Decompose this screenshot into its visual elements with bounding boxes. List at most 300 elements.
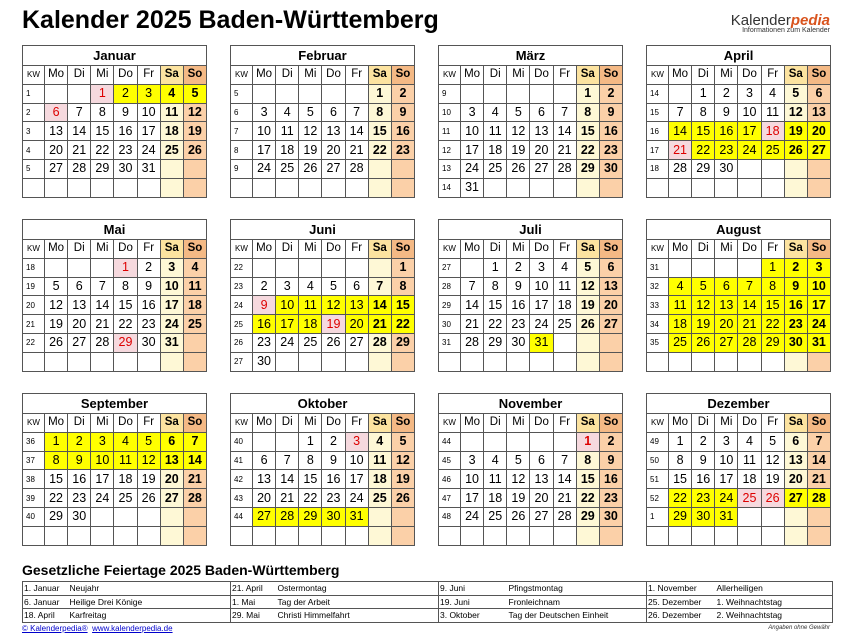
day-cell: 2 bbox=[322, 432, 345, 451]
week-row bbox=[231, 451, 415, 470]
day-cell: 1 bbox=[484, 258, 507, 277]
day-cell: 6 bbox=[715, 277, 738, 296]
day-cell bbox=[807, 526, 830, 545]
week-row bbox=[439, 296, 623, 315]
week-row bbox=[231, 277, 415, 296]
week-number: 44 bbox=[439, 432, 461, 451]
day-cell: 12 bbox=[299, 122, 322, 141]
day-cell bbox=[784, 159, 807, 178]
week-number: 26 bbox=[231, 333, 253, 352]
day-cell bbox=[299, 84, 322, 103]
week-number: 17 bbox=[647, 141, 669, 160]
weekday-header: Mo bbox=[253, 66, 276, 85]
day-cell: 7 bbox=[807, 432, 830, 451]
day-cell: 28 bbox=[553, 507, 576, 526]
day-cell: 28 bbox=[669, 159, 692, 178]
day-cell bbox=[322, 258, 345, 277]
week-number: 50 bbox=[647, 451, 669, 470]
day-cell: 3 bbox=[461, 451, 484, 470]
day-cell bbox=[669, 84, 692, 103]
day-cell bbox=[114, 178, 137, 197]
day-cell: 18 bbox=[484, 141, 507, 160]
day-cell: 3 bbox=[345, 432, 368, 451]
week-number: 1 bbox=[23, 84, 45, 103]
holiday-name: Tag der Arbeit bbox=[277, 595, 439, 609]
day-cell bbox=[183, 352, 206, 371]
weekday-header: KW bbox=[439, 66, 461, 85]
day-cell: 12 bbox=[45, 296, 68, 315]
day-cell: 19 bbox=[183, 122, 206, 141]
holiday-date: 21. April bbox=[231, 582, 277, 596]
day-cell: 27 bbox=[253, 507, 276, 526]
day-cell: 31 bbox=[160, 333, 183, 352]
day-cell: 24 bbox=[715, 489, 738, 508]
weekday-header: Do bbox=[530, 414, 553, 433]
weekday-header: Di bbox=[692, 240, 715, 259]
weekday-header: Do bbox=[114, 414, 137, 433]
day-cell: 4 bbox=[553, 258, 576, 277]
week-number: 52 bbox=[647, 489, 669, 508]
week-row bbox=[647, 178, 831, 197]
week-number: 22 bbox=[23, 333, 45, 352]
day-cell: 11 bbox=[553, 277, 576, 296]
day-cell bbox=[137, 507, 160, 526]
day-cell: 8 bbox=[45, 451, 68, 470]
day-cell bbox=[91, 352, 114, 371]
day-cell: 2 bbox=[715, 84, 738, 103]
day-cell: 1 bbox=[91, 84, 114, 103]
month-7 bbox=[646, 219, 831, 372]
week-number: 27 bbox=[231, 352, 253, 371]
day-cell bbox=[322, 178, 345, 197]
day-cell: 31 bbox=[461, 178, 484, 197]
week-number: 14 bbox=[647, 84, 669, 103]
week-number: 27 bbox=[439, 258, 461, 277]
day-cell: 27 bbox=[807, 141, 830, 160]
weekday-header: Do bbox=[530, 240, 553, 259]
week-number: 40 bbox=[23, 507, 45, 526]
day-cell: 16 bbox=[114, 122, 137, 141]
day-cell: 30 bbox=[114, 159, 137, 178]
day-cell: 13 bbox=[45, 122, 68, 141]
day-cell: 22 bbox=[368, 141, 391, 160]
week-number: 21 bbox=[23, 315, 45, 334]
day-cell: 18 bbox=[183, 296, 206, 315]
day-cell: 4 bbox=[738, 432, 761, 451]
day-cell: 15 bbox=[576, 470, 599, 489]
day-cell bbox=[68, 178, 91, 197]
day-cell: 26 bbox=[692, 333, 715, 352]
day-cell bbox=[253, 526, 276, 545]
week-row bbox=[23, 296, 207, 315]
week-row bbox=[439, 352, 623, 371]
day-cell: 27 bbox=[45, 159, 68, 178]
day-cell: 5 bbox=[391, 432, 414, 451]
week-row bbox=[647, 451, 831, 470]
day-cell bbox=[553, 432, 576, 451]
weekday-header: Di bbox=[484, 66, 507, 85]
day-cell: 27 bbox=[530, 507, 553, 526]
week-number: 12 bbox=[439, 141, 461, 160]
day-cell: 26 bbox=[391, 489, 414, 508]
week-row bbox=[647, 141, 831, 160]
day-cell: 20 bbox=[253, 489, 276, 508]
day-cell: 15 bbox=[391, 296, 414, 315]
month-name: Mai bbox=[23, 220, 207, 240]
day-cell: 27 bbox=[160, 489, 183, 508]
day-cell: 4 bbox=[761, 84, 784, 103]
day-cell bbox=[576, 352, 599, 371]
day-cell: 18 bbox=[299, 315, 322, 334]
month-5 bbox=[230, 219, 415, 372]
day-cell: 1 bbox=[576, 432, 599, 451]
day-cell: 6 bbox=[160, 432, 183, 451]
holiday-name: Ostermontag bbox=[277, 582, 439, 596]
day-cell: 1 bbox=[45, 432, 68, 451]
day-cell: 12 bbox=[322, 296, 345, 315]
weekday-header: Mo bbox=[461, 240, 484, 259]
day-cell: 7 bbox=[345, 103, 368, 122]
day-cell: 20 bbox=[530, 141, 553, 160]
day-cell: 11 bbox=[368, 451, 391, 470]
week-number: 14 bbox=[439, 178, 461, 197]
day-cell bbox=[45, 258, 68, 277]
day-cell: 26 bbox=[183, 141, 206, 160]
day-cell: 27 bbox=[599, 315, 622, 334]
day-cell: 22 bbox=[692, 141, 715, 160]
day-cell bbox=[599, 526, 622, 545]
weekday-header: Fr bbox=[761, 414, 784, 433]
footer-links[interactable] bbox=[22, 624, 173, 633]
day-cell: 29 bbox=[391, 333, 414, 352]
month-name: Juni bbox=[231, 220, 415, 240]
month-name: April bbox=[647, 46, 831, 66]
day-cell: 28 bbox=[276, 507, 299, 526]
month-4 bbox=[22, 219, 207, 372]
month-name: Juli bbox=[439, 220, 623, 240]
day-cell bbox=[715, 178, 738, 197]
website-link[interactable]: www.kalenderpedia.de bbox=[92, 624, 173, 633]
day-cell: 13 bbox=[530, 122, 553, 141]
week-row bbox=[647, 296, 831, 315]
day-cell bbox=[299, 526, 322, 545]
day-cell bbox=[784, 507, 807, 526]
week-number: 44 bbox=[231, 507, 253, 526]
day-cell bbox=[669, 258, 692, 277]
week-row bbox=[647, 122, 831, 141]
day-cell: 13 bbox=[345, 296, 368, 315]
day-cell: 1 bbox=[576, 84, 599, 103]
day-cell: 26 bbox=[507, 159, 530, 178]
day-cell bbox=[183, 333, 206, 352]
day-cell: 23 bbox=[391, 141, 414, 160]
month-11 bbox=[646, 393, 831, 546]
day-cell bbox=[391, 526, 414, 545]
day-cell: 4 bbox=[183, 258, 206, 277]
day-cell: 10 bbox=[807, 277, 830, 296]
day-cell bbox=[276, 178, 299, 197]
weekday-header: So bbox=[183, 414, 206, 433]
week-row bbox=[439, 432, 623, 451]
day-cell: 6 bbox=[253, 451, 276, 470]
day-cell: 4 bbox=[114, 432, 137, 451]
week-row bbox=[439, 489, 623, 508]
day-cell bbox=[160, 507, 183, 526]
day-cell: 24 bbox=[160, 315, 183, 334]
day-cell bbox=[322, 526, 345, 545]
weekday-header: Di bbox=[484, 414, 507, 433]
day-cell: 7 bbox=[461, 277, 484, 296]
day-cell: 25 bbox=[669, 333, 692, 352]
week-row bbox=[23, 526, 207, 545]
day-cell: 3 bbox=[461, 103, 484, 122]
day-cell bbox=[692, 352, 715, 371]
day-cell bbox=[530, 526, 553, 545]
weekday-header: KW bbox=[647, 414, 669, 433]
week-row bbox=[23, 84, 207, 103]
day-cell: 31 bbox=[530, 333, 553, 352]
day-cell: 7 bbox=[68, 103, 91, 122]
day-cell bbox=[461, 84, 484, 103]
day-cell: 24 bbox=[530, 315, 553, 334]
day-cell bbox=[484, 526, 507, 545]
week-number: 25 bbox=[231, 315, 253, 334]
day-cell: 5 bbox=[507, 451, 530, 470]
holiday-date: 1. Mai bbox=[231, 595, 277, 609]
day-cell: 14 bbox=[738, 296, 761, 315]
week-row bbox=[23, 451, 207, 470]
weekday-header: Mi bbox=[507, 414, 530, 433]
day-cell bbox=[738, 178, 761, 197]
day-cell: 29 bbox=[761, 333, 784, 352]
day-cell: 19 bbox=[137, 470, 160, 489]
holidays-table bbox=[22, 581, 833, 623]
day-cell bbox=[183, 159, 206, 178]
holidays-title: Gesetzliche Feiertage 2025 Baden-Württemberg bbox=[22, 562, 340, 578]
logo-tagline: Informationen zum Kalender bbox=[742, 27, 830, 34]
holiday-name: 2. Weihnachtstag bbox=[716, 609, 833, 623]
day-cell: 10 bbox=[91, 451, 114, 470]
day-cell: 23 bbox=[322, 489, 345, 508]
day-cell: 26 bbox=[507, 507, 530, 526]
weekday-header: Mo bbox=[669, 414, 692, 433]
week-number: 7 bbox=[231, 122, 253, 141]
weekday-header: Di bbox=[276, 66, 299, 85]
day-cell: 13 bbox=[530, 470, 553, 489]
weekday-header: KW bbox=[647, 240, 669, 259]
day-cell: 21 bbox=[68, 141, 91, 160]
week-number: 22 bbox=[231, 258, 253, 277]
weekday-header: Mi bbox=[91, 414, 114, 433]
holiday-date: 29. Mai bbox=[231, 609, 277, 623]
day-cell bbox=[761, 352, 784, 371]
day-cell: 18 bbox=[761, 122, 784, 141]
weekday-header: KW bbox=[23, 66, 45, 85]
week-number: 20 bbox=[23, 296, 45, 315]
day-cell: 15 bbox=[692, 122, 715, 141]
week-row bbox=[439, 470, 623, 489]
weekday-header: Do bbox=[114, 240, 137, 259]
day-cell bbox=[391, 352, 414, 371]
day-cell: 13 bbox=[68, 296, 91, 315]
day-cell bbox=[91, 526, 114, 545]
weekday-header: Do bbox=[530, 66, 553, 85]
day-cell: 1 bbox=[114, 258, 137, 277]
weekday-header: Sa bbox=[784, 414, 807, 433]
day-cell: 11 bbox=[484, 470, 507, 489]
week-number: 48 bbox=[439, 507, 461, 526]
day-cell: 14 bbox=[368, 296, 391, 315]
day-cell: 11 bbox=[669, 296, 692, 315]
week-number: 5 bbox=[23, 159, 45, 178]
day-cell: 21 bbox=[738, 315, 761, 334]
weekday-header: Sa bbox=[576, 414, 599, 433]
week-row bbox=[647, 103, 831, 122]
day-cell bbox=[761, 178, 784, 197]
day-cell: 8 bbox=[484, 277, 507, 296]
week-row bbox=[439, 315, 623, 334]
weekday-header: Fr bbox=[137, 414, 160, 433]
day-cell: 7 bbox=[669, 103, 692, 122]
week-number: 33 bbox=[647, 296, 669, 315]
weekday-header: Sa bbox=[368, 66, 391, 85]
month-6 bbox=[438, 219, 623, 372]
week-row bbox=[23, 352, 207, 371]
holiday-date: 6. Januar bbox=[23, 595, 69, 609]
holiday-date: 25. Dezember bbox=[647, 595, 716, 609]
day-cell: 11 bbox=[761, 103, 784, 122]
day-cell: 14 bbox=[345, 122, 368, 141]
day-cell bbox=[345, 352, 368, 371]
day-cell: 9 bbox=[322, 451, 345, 470]
weekday-header: Mi bbox=[507, 240, 530, 259]
weekday-header: Di bbox=[692, 66, 715, 85]
weekday-header: Mo bbox=[45, 240, 68, 259]
day-cell: 8 bbox=[576, 451, 599, 470]
day-cell: 13 bbox=[253, 470, 276, 489]
copyright-link[interactable]: © Kalenderpedia® bbox=[22, 624, 88, 633]
day-cell: 21 bbox=[553, 489, 576, 508]
week-number: 24 bbox=[231, 296, 253, 315]
weekday-header: KW bbox=[231, 240, 253, 259]
weekday-header: Di bbox=[276, 240, 299, 259]
holiday-date: 3. Oktober bbox=[439, 609, 508, 623]
day-cell: 14 bbox=[276, 470, 299, 489]
day-cell: 28 bbox=[807, 489, 830, 508]
day-cell bbox=[114, 526, 137, 545]
day-cell: 30 bbox=[599, 159, 622, 178]
day-cell: 16 bbox=[784, 296, 807, 315]
week-number: 38 bbox=[23, 470, 45, 489]
day-cell: 17 bbox=[807, 296, 830, 315]
day-cell bbox=[68, 258, 91, 277]
day-cell: 26 bbox=[137, 489, 160, 508]
day-cell: 21 bbox=[461, 315, 484, 334]
day-cell bbox=[299, 258, 322, 277]
week-row bbox=[231, 352, 415, 371]
weekday-header: Di bbox=[68, 66, 91, 85]
day-cell: 4 bbox=[669, 277, 692, 296]
day-cell bbox=[507, 352, 530, 371]
day-cell: 13 bbox=[784, 451, 807, 470]
day-cell: 9 bbox=[137, 277, 160, 296]
day-cell: 23 bbox=[253, 333, 276, 352]
week-row bbox=[23, 489, 207, 508]
week-number: 18 bbox=[647, 159, 669, 178]
day-cell: 18 bbox=[368, 470, 391, 489]
week-row bbox=[231, 84, 415, 103]
day-cell bbox=[137, 178, 160, 197]
day-cell: 16 bbox=[68, 470, 91, 489]
day-cell: 15 bbox=[368, 122, 391, 141]
day-cell: 27 bbox=[784, 489, 807, 508]
day-cell bbox=[715, 352, 738, 371]
weekday-header: So bbox=[599, 414, 622, 433]
weekday-header: Di bbox=[484, 240, 507, 259]
day-cell: 3 bbox=[137, 84, 160, 103]
day-cell: 20 bbox=[807, 122, 830, 141]
day-cell: 3 bbox=[91, 432, 114, 451]
day-cell: 17 bbox=[160, 296, 183, 315]
day-cell: 29 bbox=[576, 507, 599, 526]
day-cell bbox=[761, 159, 784, 178]
weekday-header: Sa bbox=[576, 66, 599, 85]
day-cell bbox=[669, 352, 692, 371]
weekday-header: Sa bbox=[368, 240, 391, 259]
week-number: 31 bbox=[439, 333, 461, 352]
day-cell: 9 bbox=[784, 277, 807, 296]
week-number: 29 bbox=[439, 296, 461, 315]
week-row bbox=[439, 103, 623, 122]
holiday-date: 1. November bbox=[647, 582, 716, 596]
day-cell: 11 bbox=[160, 103, 183, 122]
day-cell: 12 bbox=[507, 470, 530, 489]
week-row bbox=[439, 141, 623, 160]
weekday-header: Fr bbox=[553, 66, 576, 85]
day-cell: 29 bbox=[299, 507, 322, 526]
day-cell: 22 bbox=[45, 489, 68, 508]
day-cell: 20 bbox=[68, 315, 91, 334]
weekday-header: Do bbox=[738, 240, 761, 259]
week-number: 10 bbox=[439, 103, 461, 122]
day-cell: 23 bbox=[599, 489, 622, 508]
day-cell: 12 bbox=[576, 277, 599, 296]
week-number: 39 bbox=[23, 489, 45, 508]
day-cell: 10 bbox=[276, 296, 299, 315]
day-cell bbox=[137, 352, 160, 371]
kalenderpedia-logo[interactable] bbox=[731, 12, 830, 34]
day-cell bbox=[461, 432, 484, 451]
week-number: 4 bbox=[23, 141, 45, 160]
day-cell: 19 bbox=[322, 315, 345, 334]
week-row bbox=[439, 451, 623, 470]
day-cell: 28 bbox=[345, 159, 368, 178]
day-cell: 6 bbox=[45, 103, 68, 122]
day-cell: 20 bbox=[322, 141, 345, 160]
day-cell: 2 bbox=[599, 84, 622, 103]
week-row bbox=[231, 141, 415, 160]
week-row bbox=[439, 84, 623, 103]
week-row bbox=[439, 122, 623, 141]
day-cell: 25 bbox=[553, 315, 576, 334]
day-cell: 22 bbox=[761, 315, 784, 334]
disclaimer: Angaben ohne Gewähr bbox=[768, 625, 830, 631]
day-cell: 5 bbox=[784, 84, 807, 103]
day-cell bbox=[738, 258, 761, 277]
week-number: 28 bbox=[439, 277, 461, 296]
day-cell bbox=[276, 526, 299, 545]
day-cell bbox=[368, 258, 391, 277]
